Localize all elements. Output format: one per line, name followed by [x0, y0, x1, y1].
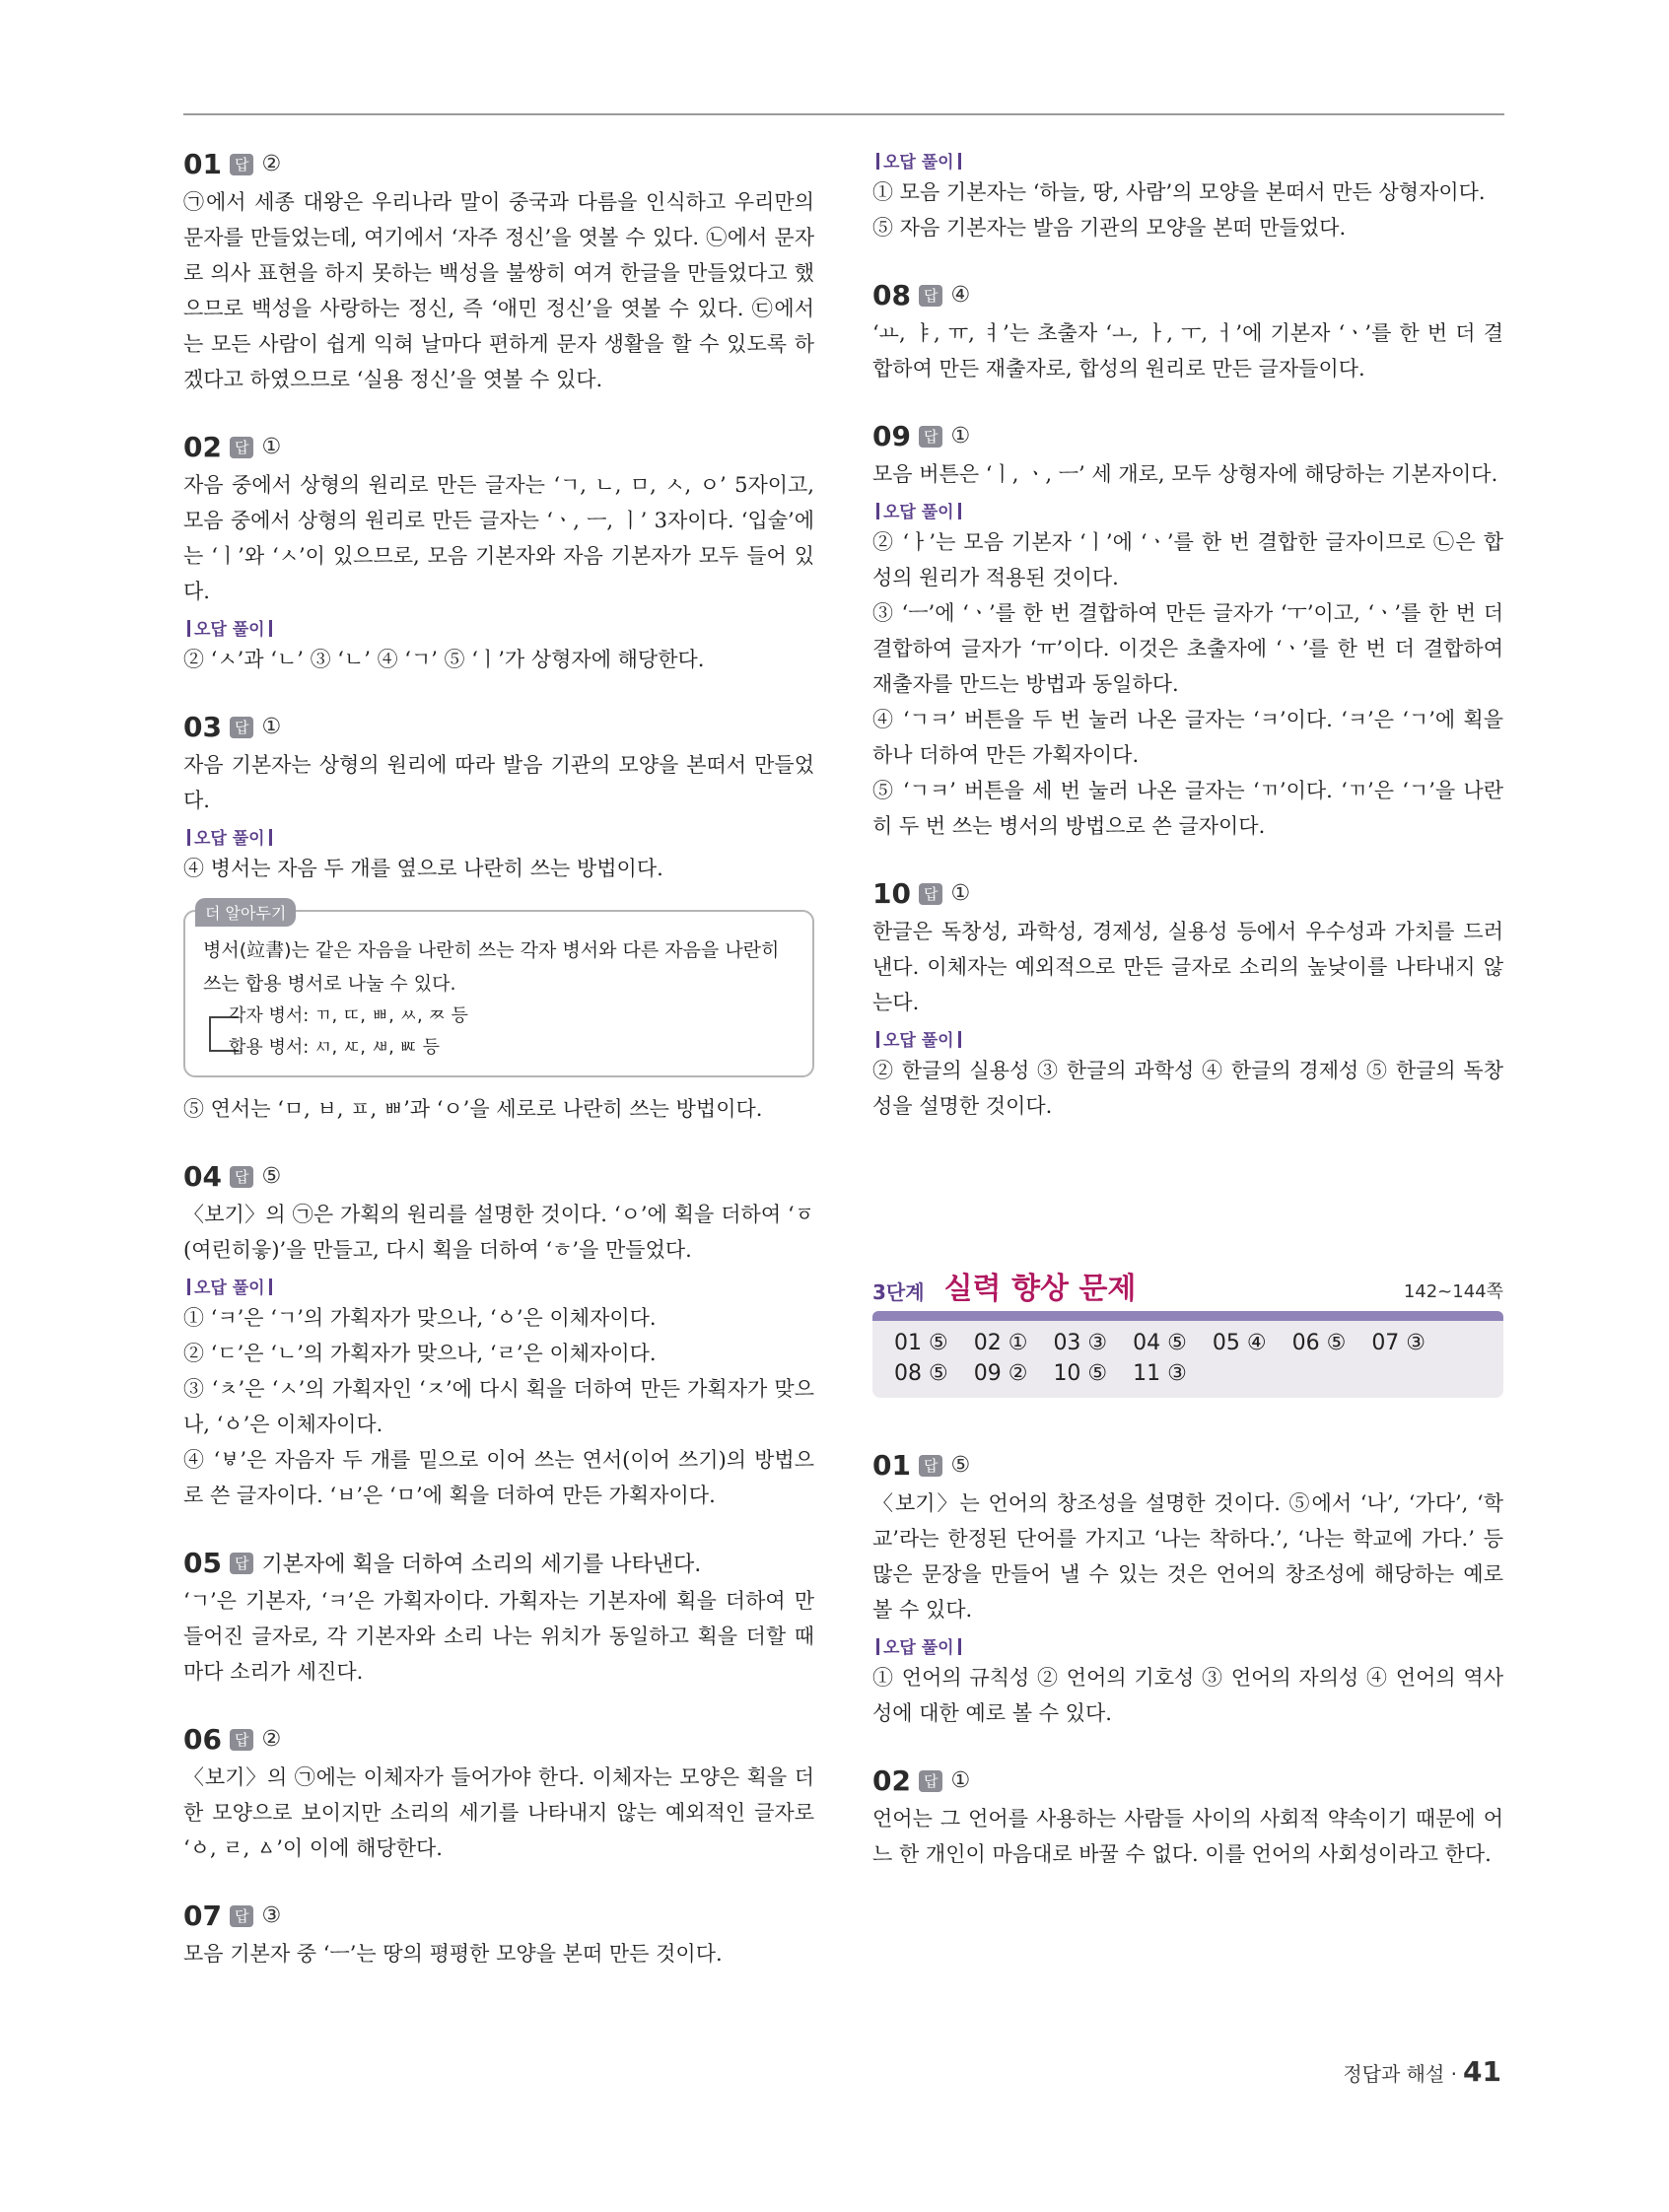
wrong-answer-heading: 오답 풀이 [872, 498, 1503, 522]
question-03 [183, 711, 814, 1127]
question-number: 04 [183, 1160, 222, 1193]
wrong-answer-text: ⑤ 연서는 ‘ㅁ, ㅂ, ㅍ, ㅃ’과 ‘ㅇ’을 세로로 나란히 쓰는 방법이다. [183, 1097, 763, 1121]
level-question-02 [872, 1764, 1503, 1872]
wrong-answer-text: ② ‘ㅏ’는 모음 기본자 ‘ㅣ’에 ‘ㆍ’를 한 번 결합한 글자이므로 ㉡은 합성의 원리가 적용된 것이다. [872, 530, 1503, 589]
stage-label: 3단계 [872, 1280, 925, 1304]
answer: ① [261, 435, 282, 459]
wrong-answer-text: ② ‘ㄷ’은 ‘ㄴ’의 가획자가 맞으나, ‘ㄹ’은 이체자이다. [183, 1342, 657, 1365]
answer-key-item: 07 ③ [1371, 1331, 1426, 1355]
answer-tag: 답 [230, 154, 254, 175]
explanation: 언어는 그 언어를 사용하는 사람들 사이의 사회적 약속이기 때문에 어느 한 개인이 마음대로 바꿀 수 없다. 이를 언어의 사회성이라고 한다. [872, 1807, 1503, 1866]
answer-tag: 답 [919, 426, 943, 448]
question-06 [183, 1723, 814, 1866]
question-number: 08 [872, 279, 911, 311]
question-04 [183, 1160, 814, 1513]
footer-label: 정답과 해설 · [1343, 2062, 1458, 2086]
question-number: 03 [183, 711, 222, 743]
wrong-answer-text: ② ‘ㅅ’과 ‘ㄴ’ ③ ‘ㄴ’ ④ ‘ㄱ’ ⑤ ‘ㅣ’가 상형자에 해당한다. [183, 648, 705, 671]
top-rule [183, 113, 1504, 115]
explanation: 자음 기본자는 상형의 원리에 따라 발음 기관의 모양을 본떠서 만들었다. [183, 753, 814, 812]
question-07-continued [872, 148, 1503, 245]
answer-key-item: 06 ⑤ [1291, 1331, 1347, 1355]
question-01 [183, 148, 814, 397]
question-number: 06 [183, 1723, 222, 1756]
explanation: 〈보기〉의 ㉠은 가획의 원리를 설명한 것이다. ‘ㅇ’에 획을 더하여 ‘ㆆ(여린히읗)’을 만들고, 다시 획을 더하여 ‘ㅎ’을 만들었다. [183, 1203, 814, 1262]
wrong-answer-heading: 오답 풀이 [183, 824, 814, 849]
page-footer [1343, 2055, 1501, 2088]
wrong-answer-text: ① 언어의 규칙성 ② 언어의 기호성 ③ 언어의 자의성 ④ 언어의 역사성에 대한 예로 볼 수 있다. [872, 1666, 1503, 1725]
answer-tag: 답 [919, 1455, 943, 1477]
level-3-section [872, 1264, 1503, 1421]
wrong-answer-heading: 오답 풀이 [872, 148, 1503, 173]
more-info-text: 병서(竝書)는 같은 자음을 나란히 쓰는 각자 병서와 다른 자음을 나란히 쓰는 합용 병서로 나눌 수 있다. [203, 939, 780, 995]
explanation: 모음 기본자 중 ‘ㅡ’는 땅의 평평한 모양을 본떠 만든 것이다. [183, 1942, 723, 1966]
more-info-label: 더 알아두기 [195, 898, 296, 927]
wrong-answer-heading: 오답 풀이 [183, 1274, 814, 1298]
wrong-answer-text: ① ‘ㅋ’은 ‘ㄱ’의 가획자가 맞으나, ‘ㆁ’은 이체자이다. [183, 1306, 657, 1330]
question-number: 02 [872, 1764, 911, 1797]
question-number: 02 [183, 431, 222, 463]
answer: ② [261, 1727, 282, 1752]
wrong-answer-text: ⑤ ‘ㄱㅋ’ 버튼을 세 번 눌러 나온 글자는 ‘ㄲ’이다. ‘ㄲ’은 ‘ㄱ’을 나란히 두 번 쓰는 병서의 방법으로 쓴 글자이다. [872, 779, 1503, 838]
explanation: 〈보기〉는 언어의 창조성을 설명한 것이다. ⑤에서 ‘나’, ‘가다’, ‘학교’라는 한정된 단어를 가지고 ‘나는 착하다.’, ‘나는 학교에 가다.’ 등 많은 문장을 만들어 낼 수 있는 것은 언어의 창조성에 해당하는 예로 볼 수 있다. [872, 1491, 1503, 1622]
wrong-answer-text: ② 한글의 실용성 ③ 한글의 과학성 ④ 한글의 경제성 ⑤ 한글의 독창성을 설명한 것이다. [872, 1059, 1503, 1118]
answer: ⑤ [950, 1453, 971, 1478]
answer-tag: 답 [230, 1729, 254, 1751]
more-info-item: 합용 병서: ㅺ, ㅼ, ㅽ, ㅵ 등 [229, 1037, 441, 1058]
question-number: 10 [872, 877, 911, 910]
answer-tag: 답 [230, 1553, 254, 1574]
wrong-answer-text: ③ ‘ㅊ’은 ‘ㅅ’의 가획자인 ‘ㅈ’에 다시 획을 더하여 만든 가획자가 맞으나, ‘ㆁ’은 이체자이다. [183, 1377, 814, 1436]
answer: ② [261, 152, 282, 176]
explanation: 〈보기〉의 ㉠에는 이체자가 들어가야 한다. 이체자는 모양은 획을 더한 모양으로 보이지만 소리의 세기를 나타내지 않는 예외적인 글자로 ‘ㆁ, ㄹ, ㅿ’이 이에 해당한다. [183, 1765, 814, 1860]
level-question-01 [872, 1449, 1503, 1731]
answer-tag: 답 [919, 285, 943, 307]
wrong-answer-text: ④ ‘ㅸ’은 자음자 두 개를 밑으로 이어 쓰는 연서(이어 쓰기)의 방법으로 쓴 글자이다. ‘ㅂ’은 ‘ㅁ’에 획을 더하여 만든 가획자이다. [183, 1448, 814, 1507]
answer-key-item: 04 ⑤ [1133, 1331, 1187, 1355]
question-number: 01 [872, 1449, 911, 1482]
answer: ⑤ [261, 1164, 282, 1189]
answer: 기본자에 획을 더하여 소리의 세기를 나타낸다. [261, 1553, 702, 1577]
answer-key-grid [894, 1331, 1484, 1386]
answer-key-item: 02 ① [973, 1331, 1028, 1355]
answer-tag: 답 [230, 1905, 254, 1927]
answer-tag: 답 [919, 883, 943, 905]
answer: ① [950, 881, 971, 906]
answer-key-item: 10 ⑤ [1053, 1361, 1108, 1386]
question-number: 05 [183, 1547, 222, 1579]
more-info-item: 각자 병서: ㄲ, ㄸ, ㅃ, ㅆ, ㅉ 등 [229, 1005, 468, 1026]
page-number: 41 [1463, 2055, 1501, 2088]
more-info-box [183, 904, 814, 1077]
answer-key-item: 05 ④ [1212, 1331, 1267, 1355]
left-column [183, 148, 814, 2005]
question-05 [183, 1547, 814, 1690]
answer: ④ [950, 283, 971, 308]
wrong-answer-text: ⑤ 자음 기본자는 발음 기관의 모양을 본떠 만들었다. [872, 216, 1347, 240]
answer: ① [261, 715, 282, 739]
section-title: 실력 향상 문제 [943, 1272, 1137, 1306]
question-07 [183, 1900, 814, 1971]
answer-tag: 답 [230, 437, 254, 458]
answer-key-item: 03 ③ [1053, 1331, 1108, 1355]
wrong-answer-text: ④ 병서는 자음 두 개를 옆으로 나란히 쓰는 방법이다. [183, 857, 663, 880]
explanation: ‘ㄱ’은 기본자, ‘ㅋ’은 가획자이다. 가획자는 기본자에 획을 더하여 만들어진 글자로, 각 기본자와 소리 나는 위치가 동일하고 획을 더할 때마다 소리가 세진다. [183, 1589, 814, 1684]
explanation: ‘ㅛ, ㅑ, ㅠ, ㅕ’는 초출자 ‘ㅗ, ㅏ, ㅜ, ㅓ’에 기본자 ‘ㆍ’를 한 번 더 결합하여 만든 재출자로, 합성의 원리로 만든 글자들이다. [872, 321, 1503, 380]
question-09 [872, 420, 1503, 844]
answer-key-item: 11 ③ [1133, 1361, 1187, 1386]
answer: ① [950, 1768, 971, 1793]
question-02 [183, 431, 814, 677]
section-bar [872, 1311, 1503, 1321]
right-column [872, 148, 1503, 1905]
question-number: 09 [872, 420, 911, 452]
answer-key-item: 01 ⑤ [894, 1331, 948, 1355]
page-range: 142~144쪽 [1403, 1281, 1503, 1302]
wrong-answer-text: ③ ‘ㅡ’에 ‘ㆍ’를 한 번 결합하여 만든 글자가 ‘ㅜ’이고, ‘ㆍ’를 한 번 더 결합하여 글자가 ‘ㅠ’이다. 이것은 초출자에 ‘ㆍ’를 한 번 더 결합하여 재출자를 만드는 방법과 동일하다. [872, 601, 1503, 696]
question-08 [872, 279, 1503, 386]
answer-key-box [872, 1321, 1503, 1398]
answer-tag: 답 [230, 1166, 254, 1188]
wrong-answer-text: ④ ‘ㄱㅋ’ 버튼을 두 번 눌러 나온 글자는 ‘ㅋ’이다. ‘ㅋ’은 ‘ㄱ’에 획을 하나 더하여 만든 가획자이다. [872, 708, 1503, 767]
explanation: 모음 버튼은 ‘ㅣ, ㆍ, ㅡ’ 세 개로, 모두 상형자에 해당하는 기본자이다. [872, 462, 1498, 486]
question-10 [872, 877, 1503, 1124]
wrong-answer-heading: 오답 풀이 [183, 615, 814, 640]
answer-key-item: 09 ② [973, 1361, 1028, 1386]
explanation: 자음 중에서 상형의 원리로 만든 글자는 ‘ㄱ, ㄴ, ㅁ, ㅅ, ㅇ’ 5자이고, 모음 중에서 상형의 원리로 만든 글자는 ‘ㆍ, ㅡ, ㅣ’ 3자이다. ‘입술’에는 ‘ㅣ’와 ‘ㅅ’이 있으므로, 모음 기본자와 자음 기본자가 모두 들어 있다. [183, 473, 814, 603]
answer: ③ [261, 1903, 282, 1928]
answer-key-item: 08 ⑤ [894, 1361, 948, 1386]
answer: ① [950, 424, 971, 449]
answer-tag: 답 [919, 1770, 943, 1792]
wrong-answer-heading: 오답 풀이 [872, 1633, 1503, 1658]
wrong-answer-heading: 오답 풀이 [872, 1026, 1503, 1051]
explanation: ㉠에서 세종 대왕은 우리나라 말이 중국과 다름을 인식하고 우리만의 문자를 만들었는데, 여기에서 ‘자주 정신’을 엿볼 수 있다. ㉡에서 문자로 의사 표현을 하지 못하는 백성을 불쌍히 여겨 한글을 만들었다고 했으므로 백성을 사랑하는 정신, 즉 ‘애민 정신’을 엿볼 수 있다. ㉢에서는 모든 사람이 쉽게 익혀 날마다 편하게 문자 생활을 할 수 있도록 하겠다고 하였으므로 ‘실용 정신’을 엿볼 수 있다. [183, 190, 814, 391]
wrong-answer-text: ① 모음 기본자는 ‘하늘, 땅, 사람’의 모양을 본떠서 만든 상형자이다. [872, 180, 1486, 204]
answer-tag: 답 [230, 717, 254, 738]
question-number: 01 [183, 148, 222, 180]
explanation: 한글은 독창성, 과학성, 경제성, 실용성 등에서 우수성과 가치를 드러낸다. 이체자는 예외적으로 만든 글자로 소리의 높낮이를 나타내지 않는다. [872, 920, 1503, 1014]
question-number: 07 [183, 1900, 222, 1932]
